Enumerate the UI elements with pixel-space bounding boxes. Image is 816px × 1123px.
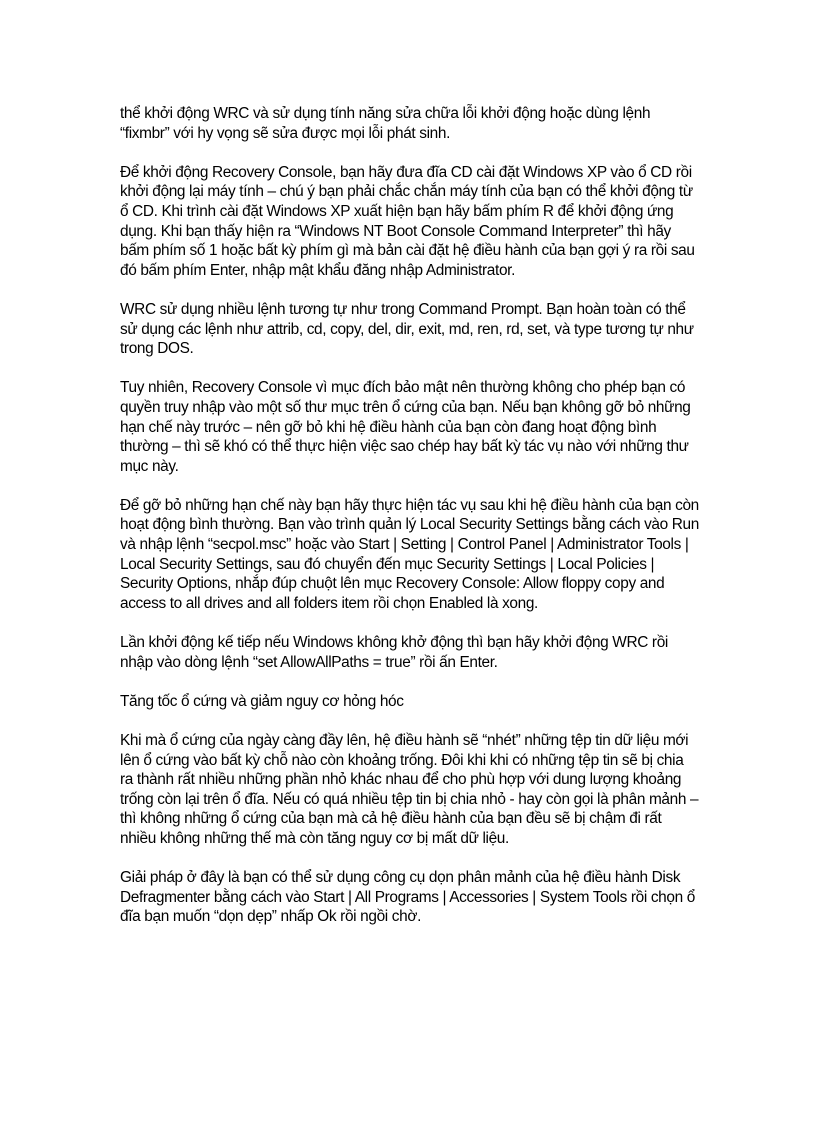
paragraph-allow-all-paths: Lần khởi động kế tiếp nếu Windows không khở động thì bạn hãy khởi động WRC rồi nhập vào dòng lệnh “set AllowAllPaths = true” rồi ấn Enter. bbox=[120, 634, 668, 671]
paragraph-security-restrictions: Tuy nhiên, Recovery Console vì mục đích bảo mật nên thường không cho phép bạn có quyền truy nhập vào một số thư mục trên ổ cứng của bạn. Nếu bạn không gỡ bỏ những hạn chế này trước – nên gỡ bỏ khi hệ điều hành của bạn còn đang hoạt động bình thường – thì sẽ khó có thể thực hiện việc sao chép hay bất kỳ tác vụ nào với những thư mục này. bbox=[120, 379, 691, 475]
paragraph-fragmentation: Khi mà ổ cứng của ngày càng đầy lên, hệ điều hành sẽ “nhét” những tệp tin dữ liệu mới lên ổ cứng vào bất kỳ chỗ nào còn khoảng trống. Đôi khi khi có những tệp tin sẽ bị chia ra thành rất nhiều những phần nhỏ khác nhau để cho phù hợp với dung lượng khoảng trống còn lại trên ổ đĩa. Nếu có quá nhiều tệp tin bị chia nhỏ - hay còn gọi là phân mảnh – thì không những ổ cứng của bạn mà cả hệ điều hành của bạn đều sẽ bị chậm đi rất nhiều không những thế mà còn tăng nguy cơ bị mất dữ liệu. bbox=[120, 732, 699, 847]
paragraph-remove-restrictions: Để gỡ bỏ những hạn chế này bạn hãy thực hiện tác vụ sau khi hệ điều hành của bạn còn hoạt động bình thường. Bạn vào trình quản lý Local Security Settings bằng cách vào Run và nhập lệnh “secpol.msc” hoặc vào Start | Setting | Control Panel | Administrator Tools | Local Security Settings, sau đó chuyển đến mục Security Settings | Local Policies | Security Options, nhắp đúp chuột lên mục Recovery Console: Allow floppy copy and access to all drives and all folders item rồi chọn Enabled là xong. bbox=[120, 496, 699, 612]
paragraph-start-recovery-console: Để khởi động Recovery Console, bạn hãy đưa đĩa CD cài đặt Windows XP vào ổ CD rồi khởi động lại máy tính – chú ý bạn phải chắc chắn máy tính của bạn có thể khởi động từ ổ CD. Khi trình cài đặt Windows XP xuất hiện bạn hãy bấm phím R để khởi động ứng dụng. Khi bạn thấy hiện ra “Windows NT Boot Console Command Interpreter” thì hãy bấm phím số 1 hoặc bất kỳ phím gì mà bản cài đặt hệ điều hành của bạn gợi ý ra rồi sau đó bấm phím Enter, nhập mật khẩu đăng nhập Administrator. bbox=[120, 163, 695, 279]
document-body bbox=[120, 104, 700, 947]
paragraph-wrc-fixmbr: thể khởi động WRC và sử dụng tính năng sửa chữa lỗi khởi động hoặc dùng lệnh “fixmbr” với hy vọng sẽ sửa được mọi lỗi phát sinh. bbox=[120, 105, 651, 142]
section-heading-speed-up-disk: Tăng tốc ổ cứng và giảm nguy cơ hỏng hóc bbox=[120, 692, 404, 710]
paragraph-wrc-commands: WRC sử dụng nhiều lệnh tương tự như trong Command Prompt. Bạn hoàn toàn có thể sử dụng các lệnh như attrib, cd, copy, del, dir, exit, md, ren, rd, set, và type tương tự như trong DOS. bbox=[120, 300, 694, 358]
paragraph-disk-defragmenter: Giải pháp ở đây là bạn có thể sử dụng công cụ dọn phân mảnh của hệ điều hành Disk Defragmenter bằng cách vào Start | All Programs | Accessories | System Tools rồi chọn ổ đĩa bạn muốn “dọn dẹp” nhấp Ok rồi ngồi chờ. bbox=[120, 869, 695, 926]
